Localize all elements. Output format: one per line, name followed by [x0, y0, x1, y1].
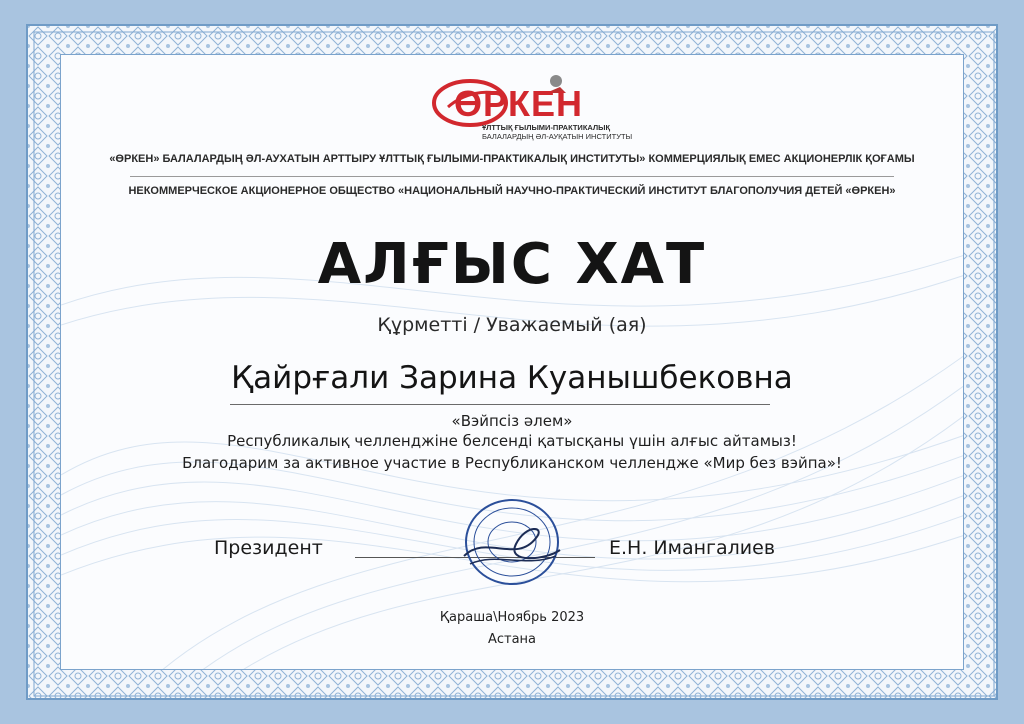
- organization-name-ru: НЕКОММЕРЧЕСКОЕ АКЦИОНЕРНОЕ ОБЩЕСТВО «НАЦИОНАЛЬНЫЙ НАУЧНО-ПРАКТИЧЕСКИЙ ИНСТИТУТ БЛАГОПОЛУЧИЯ ДЕТЕЙ «ӨРКЕН»: [128, 185, 896, 197]
- message-kz: Республикалық челленджіне белсенді қатысқаны үшін алғыс айтамыз!: [227, 432, 797, 450]
- logo-subtitle-line1: ҰЛТТЫҚ ҒЫЛЫМИ-ПРАКТИКАЛЫҚ: [482, 123, 611, 132]
- organization-divider: [130, 176, 894, 177]
- message-ru: Благодарим за активное участие в Республиканском челлендже «Мир без вэйпа»!: [182, 454, 842, 472]
- recipient-name: Қайрғали Зарина Куанышбековна: [231, 360, 793, 396]
- issue-date: Қараша\Ноябрь 2023: [439, 610, 585, 625]
- certificate-title: АЛҒЫС ХАТ: [317, 232, 707, 297]
- signatory-name: Е.Н. Имангалиев: [609, 537, 776, 559]
- official-stamp-icon: [456, 494, 566, 590]
- recipient-underline: [230, 404, 770, 405]
- salutation: Құрметті / Уважаемый (ая): [377, 314, 647, 336]
- message-challenge-name: «Вэйпсіз әлем»: [451, 412, 573, 430]
- logo-subtitle-line2: БАЛАЛАРДЫҢ ӘЛ-АУҚАТЫН ИНСТИТУТЫ: [482, 132, 633, 141]
- organization-name-kz: «ӨРКЕН» БАЛАЛАРДЫҢ ӘЛ-АУХАТЫН АРТТЫРУ ҰЛТТЫҚ ҒЫЛЫМИ-ПРАКТИКАЛЫҚ ИНСТИТУТЫ» КОММЕРЦИЯЛЫҚ ЕМЕС АКЦИОНЕРЛІК ҚОҒАМЫ: [109, 153, 915, 165]
- issue-city: Астана: [487, 632, 537, 647]
- logo-wordmark: ӨРКЕН: [454, 83, 583, 124]
- signatory-role: Президент: [214, 537, 323, 559]
